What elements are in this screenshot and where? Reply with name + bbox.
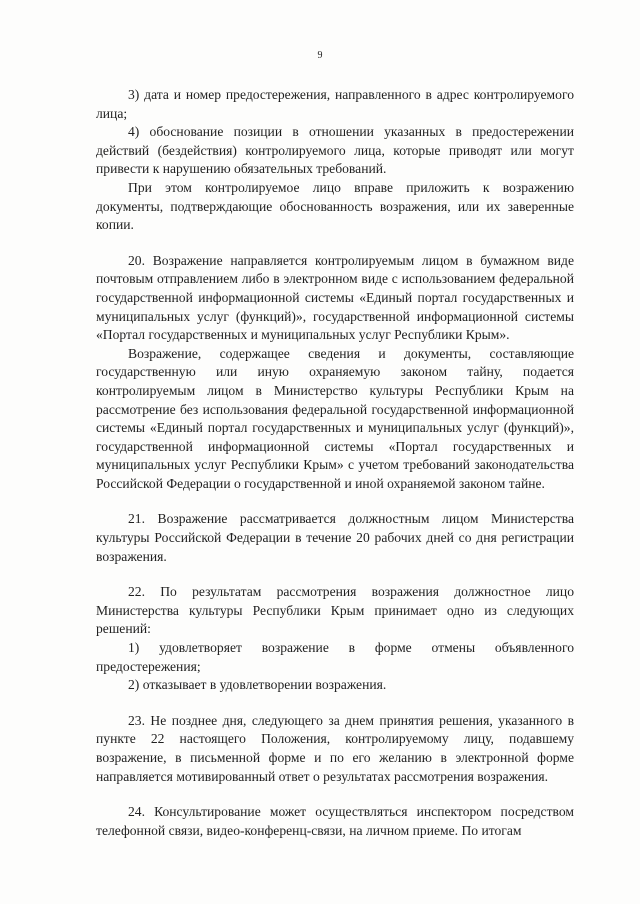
page-number: 9 [317, 50, 323, 61]
paragraph-2: 4) обоснование позиции в отношении указанных в предостережении действий (бездействия) контролируемого лица, которые приводят или могут привести к нарушению обязательных требований. [96, 124, 574, 177]
paragraph-9: 2) отказывает в удовлетворении возражения. [128, 677, 387, 693]
paragraph-3: При этом контролируемое лицо вправе приложить к возражению документы, подтверждающие обоснованность возражения, или их заверенные копии. [96, 179, 574, 233]
paragraph-5: Возражение, содержащее сведения и документы, составляющие государственную или иную охраняемую законом тайну, подается контролируемым лицом в Министерство культуры Республики Крым на рассмотрение без использования федеральной государственной информационной системы «Единый портал государственных и муниципальных услуг (функций)», государственной информационной системы «Портал государственных и муниципальных услуг Республики Крым» с учетом требований законодательства Российской Федерации о государственной и иной охраняемой законом тайне. [96, 345, 574, 491]
document-body [96, 86, 574, 840]
paragraph-6: 21. Возражение рассматривается должностным лицом Министерства культуры Российской Федерации в течение 20 рабочих дней со дня регистрации возражения. [96, 511, 574, 564]
paragraph-11: 24. Консультирование может осуществляться инспектором посредством телефонной связи, видео-конференц-связи, на личном приеме. По итогам [96, 804, 574, 838]
paragraph-8: 1) удовлетворяет возражение в форме отмены объявленного предостережения; [96, 640, 574, 674]
paragraph-4: 20. Возражение направляется контролируемым лицом в бумажном виде почтовым отправлением либо в электронном виде с использованием федеральной государственной информационной системы «Единый портал государственных и муниципальных услуг (функций)», государственной информационной системы «Портал государственных и муниципальных услуг Республики Крым». [96, 252, 574, 343]
paragraph-7: 22. По результатам рассмотрения возражения должностное лицо Министерства культуры Республики Крым принимает одно из следующих решений: [96, 584, 574, 637]
paragraph-1: 3) дата и номер предостережения, направленного в адрес контролируемого лица; [96, 87, 574, 121]
paragraph-10: 23. Не позднее дня, следующего за днем принятия решения, указанного в пункте 22 настоящего Положения, контролируемому лицу, подавшему возражение, в письменной форме и по его желанию в электронной форме направляется мотивированный ответ о результатах рассмотрения возражения. [96, 712, 574, 784]
